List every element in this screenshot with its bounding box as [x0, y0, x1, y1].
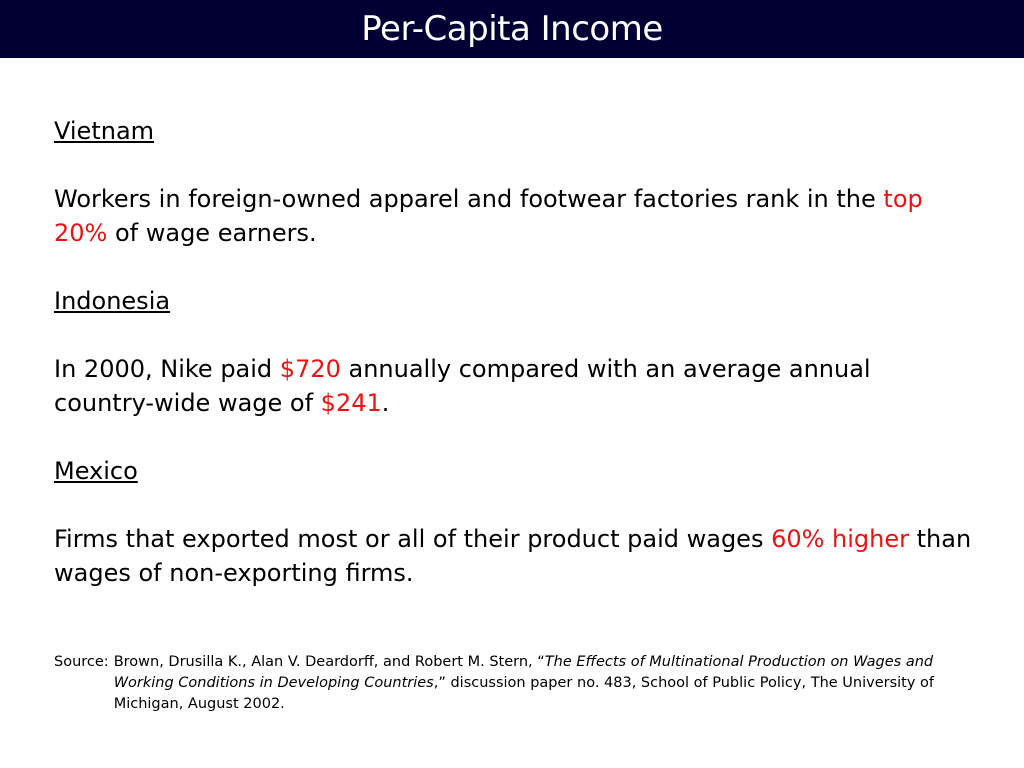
source-body: [114, 652, 954, 715]
text-segment: .: [381, 389, 390, 417]
text-segment: of wage earners.: [107, 219, 317, 247]
slide-content: [54, 114, 974, 624]
text-segment: In 2000, Nike paid: [54, 355, 280, 383]
text-segment: Workers in foreign-owned apparel and footwear factories rank in the: [54, 185, 884, 213]
title-bar: [0, 0, 1024, 58]
section-text-indonesia: [54, 352, 974, 420]
section-text-mexico: [54, 522, 974, 590]
section-heading-vietnam: Vietnam: [54, 117, 155, 145]
section-heading-indonesia: Indonesia: [54, 287, 171, 315]
slide-title: Per-Capita Income: [361, 9, 663, 49]
source-title: The Effects of Multinational Production on Wages and Working Conditions in Developing Countries: [113, 654, 934, 691]
text-segment: Firms that exported most or all of their product paid wages: [54, 525, 772, 553]
section-text-vietnam: [54, 182, 974, 250]
highlight-text: top 20%: [54, 185, 923, 247]
highlight-text: 60% higher: [771, 525, 910, 553]
highlight-text: $241: [320, 389, 382, 417]
text-segment: annually compared with an average annual country-wide wage of: [54, 355, 871, 417]
source-suffix: ,” discussion paper no. 483, School of Public Policy, The University of Michigan, August 2002.: [113, 675, 935, 712]
section-heading-mexico: Mexico: [54, 457, 138, 485]
source-prefix: Brown, Drusilla K., Alan V. Deardorff, and Robert M. Stern, “: [113, 654, 545, 670]
source-label: Source:: [54, 654, 109, 670]
source-citation: [54, 652, 954, 715]
highlight-text: $720: [279, 355, 341, 383]
text-segment: than wages of non-exporting firms.: [54, 525, 972, 587]
